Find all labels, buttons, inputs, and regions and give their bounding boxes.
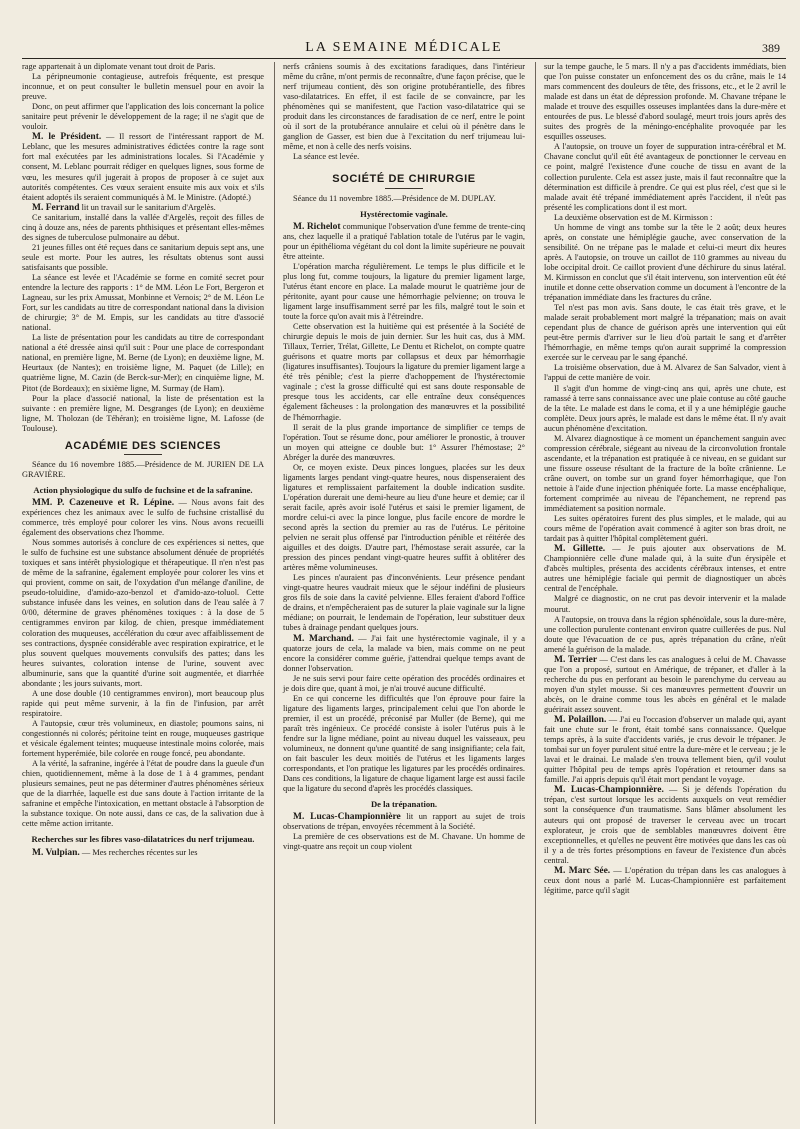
paragraph-text: — J'ai fait une hystérectomie vaginale, il y a quatorze jours de cela, la malade va bien, mais comme on ne peut encore la considérer comme guérie, j'attendrai quelque temps avant de donner l'observation. xyxy=(283,633,525,673)
paragraph: A l'autopsie, on trouva dans la région sphénoïdale, sous la dure-mère, une collection purulente contenant environ quatre cuillerées de pus. Nul doute que l'évacuation de ce pus, après trépanation du crâne, n'eût amené la guérison de la malade. xyxy=(544,614,786,654)
paragraph: La liste de présentation pour les candidats au titre de correspondant national a été dressée ainsi qu'il suit : Pour une place de correspondant national, en première ligne, M. Berne (de Lyon); en deuxième ligne, M. Heurtaux (de Nantes); en troisième ligne, M. Paquet (de Lille); en quatrième ligne, M. Cazin (de Berck-sur-Mer); en cinquième ligne, M. Pitot (de Bordeaux); en sixième ligne, M. Surmay (de Ham). xyxy=(22,333,264,393)
paragraph-text: — Mes recherches récentes sur les xyxy=(79,847,198,857)
paragraph xyxy=(544,544,786,594)
paragraph xyxy=(283,222,525,262)
session-line: Séance du 16 novembre 1885.—Présidence de M. JURIEN DE LA GRAVIÈRE. xyxy=(22,459,264,479)
paragraph: La péripneumonie contagieuse, autrefois fréquente, est presque inconnue, et on peut consulter le bulletin mensuel pour en avoir la preuve. xyxy=(22,72,264,102)
paragraph: A l'autopsie, cœur très volumineux, en diastole; poumons sains, ni congestionnés ni colorés; péritoine teint en rouge, muqueuses gastrique et vésicale également teintes; muqueuse intestinale moins colorée, mais fortement hyperémiée, bile colorée en rouge foncé, peu abondante. xyxy=(22,718,264,759)
paragraph xyxy=(22,203,264,213)
paragraph-text: — Nous avons fait des expériences chez les animaux avec le sulfo de fuchsine cristallisé du commerce, très employé pour colorer les vins. Nous avons recueilli également des observations chez l'homme. xyxy=(22,497,264,538)
paragraph xyxy=(22,848,264,858)
speaker-name: M. Marc Sée. xyxy=(554,865,611,876)
subsection-title: Hystérectomie vaginale. xyxy=(360,208,448,219)
paragraph: A la vérité, la safranine, ingérée à l'état de poudre dans la gueule d'un chien, quotidiennement, même à la dose de 1 à 4 grammes, pendant plusieurs semaines, peut ne pas déterminer d'autres phénomènes sérieux que de la diarrhée, laquelle est due sans doute à l'action irritante de la safranine et empêche l'intoxication, en mettant obstacle à l'absorption de la substance toxique. On note aussi, dans ce cas, de la salivation due à cette même action irritante. xyxy=(22,759,264,829)
speaker-name: M. le Président. xyxy=(32,132,102,143)
paragraph: Ce sanitarium, installé dans la vallée d'Argelès, reçoit des filles de cinq à douze ans, nées de parents phthisiques et présentant elles-mêmes des signes de tuberculose pulmonaire au début. xyxy=(22,212,264,242)
session-line: Séance du 11 novembre 1885.—Présidence de M. DUPLAY. xyxy=(293,193,496,203)
paragraph xyxy=(283,634,525,674)
paragraph xyxy=(22,498,264,538)
spacer xyxy=(283,162,525,167)
paragraph: La première de ces observations est de M. Chavane. Un homme de vingt-quatre ans reçoit un coup violent xyxy=(283,832,525,852)
paragraph xyxy=(22,132,264,202)
paragraph-text: — J'ai eu l'occasion d'observer un malade qui, ayant fait une chute sur le front, était tombé sans connaissance. Quelque temps après, à la suite d'accidents variés, je crus devoir le trépaner. Je tombai sur un foyer purulent situé entre la dure-mère et le cerveau ; je le lavai et le drainai. Le malade s'en trouva tellement bien, qu'il voulut quitter l'hôpital peu de temps après l'opération et retourner dans sa famille. J'ai appris depuis qu'il était mort pendant le voyage. xyxy=(544,715,786,785)
paragraph-text: — Je puis ajouter aux observations de M. Championnière celle d'une malade qui, à la suite d'un érysipèle et d'abcès multiples, présenta des accidents cérébraux intenses, et entre autres une hémiplégie faciale qui permit de diagnostiquer un abcès central de l'encéphale. xyxy=(544,544,786,594)
paragraph: M. Alvarez diagnostique à ce moment un épanchement sanguin avec compression cérébrale, siégeant au niveau de la circonvolution frontale ascendante, et la trépanation est pratiquée à ce niveau, en se guidant sur une fissure osseuse résultant de la fracture de la boîte crânienne. Le crâne ouvert, on tombe sur un grand foyer hémorrhagique, que l'on nettoie à l'aide d'une injection phéniquée forte. La masse encéphalique, fortement comprimée au niveau de l'épanchement, ne reprend pas immédiatement sa position normale. xyxy=(544,433,786,514)
paragraph: L'opération marcha régulièrement. Le temps le plus difficile et le plus long fut, comme toujours, la ligature du premier ligament large, l'utérus étant encore en place. La malade mourut le quatrième jour de péritonite, ayant pour cause une hémorrhagie pelvienne; on trouva le ligament large insuffisamment serré par les fils, malgré tout le soin et toute la force qu'on avait mis à l'étreindre. xyxy=(283,261,525,322)
paragraph-text: — Il ressort de l'intéressant rapport de M. Leblanc, que les mesures administratives édictées contre la rage sont fort mal exécutées par les administrations locales. Si l'Académie y consent, M. Leblanc pourrait rédiger en quelques lignes, sous forme de vœu, les mesures qu'il jugerait à propos de proposer à ce sujet aux autorités compétentes. Ces vœux seraient ensuite mis aux voix et s'ils étaient adoptés ils seraient communiqués à M. le Ministre. (Adopté.) xyxy=(22,132,264,202)
speaker-name: M. Ferrand xyxy=(32,202,80,213)
speaker-name: M. Vulpian. xyxy=(32,847,80,858)
page-header xyxy=(22,40,786,56)
subsection-title: Action physiologique du sulfo de fuchsine et de la safranine. xyxy=(33,484,253,495)
speaker-name: M. Marchand. xyxy=(293,633,354,644)
paragraph: Or, ce moyen existe. Deux pinces longues, placées sur les deux ligaments larges pendant vingt-quatre heures, nous dispenseraient des ligatures et remplissaient parfaitement la double indication susdite. L'opération durerait une demi-heure au lieu d'une heure et demie; car il serait facile, après avoir isolé l'utérus et saisi le premier ligament, de mordre celui-ci avec la pince longue, plus facile encore de mordre le second après la section du premier au ras de l'utérus. Le péritoine pelvien ne serait plus offensé par l'introduction pénible et réitérée des aiguilles et des doigts. D'autre part, l'hémostase serait assurée, car la pression des pinces pendant vingt-quatre heures suffit à oblitérer des artères même volumineuses. xyxy=(283,462,525,573)
paragraph: Pour la place d'associé national, la liste de présentation est la suivante : en première ligne, M. Desgranges (de Lyon); en deuxième ligne, M. Tholozan (de Téhéran); en troisième ligne, M. Lafosse (de Toulouse). xyxy=(22,393,264,433)
speaker-name: M. Richelot xyxy=(293,221,341,232)
paragraph: La séance est levée et l'Académie se forme en comité secret pour entendre la lecture des rapports : 1° de MM. Léon Le Fort, Bergeron et Lagneau, sur les prix Amussat, Monbinne et Vernois; 2° de M. Léon Le Fort, sur les candidats au titre de correspondant national dans la division de chirurgie; 3° de M. Empis, sur les candidats au titre d'associé national. xyxy=(22,272,264,333)
paragraph xyxy=(544,785,786,865)
paragraph: Les pinces n'auraient pas d'inconvénients. Leur présence pendant vingt-quatre heures vaudrait mieux que le séjour indéfini de plusieurs gros fils de soie dans la cavité pelvienne. Elles feraient d'abord l'office de drains, et n'empêcheraient pas de suturer la plaie vaginale sur la ligne médiane; on pourrait, le lendemain de l'opération, leur substituer deux tubes à drainage pendant quelques jours. xyxy=(283,573,525,633)
speaker-name: M. Polaillon. xyxy=(554,715,607,726)
paragraph xyxy=(544,866,786,896)
header-rule xyxy=(22,58,786,59)
paragraph: Il s'agit d'un homme de vingt-cinq ans qui, après une chute, est ramassé à terre sans connaissance avec une plaie contuse au côté gauche de la tête. Le malade est dans le coma, et il y a une hémiplégie gauche complète. Deux jours après, le malade est dans le même état. Il n'y avait aucun phénomène d'excitation. xyxy=(544,383,786,433)
paragraph: En ce qui concerne les difficultés que l'on éprouve pour faire la ligature des ligaments larges, principalement celui que l'on aborde le premier, il est un procédé, préconisé par Muller (de Berne), qui me paraît très ingénieux. Ce procédé consiste à isoler l'utérus puis à le fendre sur la ligne médiane, point au niveau duquel les vaisseaux, peu volumineux, ne donnent qu'une quantité de sang insignifiante; cela fait, on fait basculer les deux moitiés de l'utérus et les ligaments larges correspondants, et l'on pratique les ligatures par les procédés ordinaires. Dans ces conditions, la ligature de chaque ligament large est aussi facile que la ligature du second d'après les procédés classiques. xyxy=(283,693,525,794)
section-rule xyxy=(385,188,423,189)
speaker-name: M. Gillette. xyxy=(554,544,606,555)
speaker-name: M. Terrier xyxy=(554,654,598,665)
section-heading: ACADÉMIE DES SCIENCES xyxy=(64,439,222,452)
columns xyxy=(22,62,786,1124)
column-1 xyxy=(22,62,264,1124)
paragraph: A une dose double (10 centigrammes environ), mort beaucoup plus rapide qui peut même survenir, à la fin de l'infusion, par arrêt respiratoire. xyxy=(22,688,264,718)
paragraph-text: — L'opération du trépan dans les cas analogues à ceux dont nous a parlé M. Lucas-Championnière est parfaitement légitime, parce qu'il s'agit xyxy=(544,865,786,895)
paragraph-text: — C'est dans les cas analogues à celui de M. Chavasse que l'on a proposé, surtout en Amérique, de trépaner, et d'aller à la recherche du pus en perforant au besoin le parenchyme du cerveau au moyen d'un stylet mousse. Si ces manœuvres permettent d'ouvrir un abcès, on le draine comme tous les abcès en général et le malade guérirait assez souvent. xyxy=(544,654,786,714)
paragraph: 21 jeunes filles ont été reçues dans ce sanitarium depuis sept ans, une seule est morte. Pour les autres, les résultats obtenus sont aussi satisfaisants que possible. xyxy=(22,242,264,272)
speaker-name: MM. P. Cazeneuve et R. Lépine. xyxy=(32,497,175,508)
paragraph: sur la tempe gauche, le 5 mars. Il n'y a pas d'accidents immédiats, bien que l'on puisse constater un enfoncement des os du crâne, mais le 14 mars commencent des douleurs de tête, des frissons, etc., et le 2 avril le malade est dans un état de dépression profonde. M. Chavane trépane le malade et trouve des esquilles osseuses implantées dans la dure-mère et entourées de pus. Le blessé d'abord soulagé, meurt trois jours après des suites des progrès de la méningo-encéphalite provoquée par les esquilles osseuses. xyxy=(544,62,786,142)
paragraph xyxy=(544,715,786,785)
paragraph: La troisième observation, due à M. Alvarez de San Salvador, vient à l'appui de cette manière de voir. xyxy=(544,363,786,383)
paragraph: La deuxième observation est de M. Kirmisson : xyxy=(554,212,713,222)
paragraph: Il serait de la plus grande importance de simplifier ce temps de l'opération. Tout se résume donc, pour améliorer le pronostic, à trouver un moyen qui atteigne ce double but: 1° Assurer l'hémostase; 2° Abréger la durée des manœuvres. xyxy=(283,422,525,462)
journal-title: LA SEMAINE MÉDICALE xyxy=(305,40,503,55)
speaker-name: M. Lucas-Championnière xyxy=(293,812,401,823)
speaker-name: M. Lucas-Championnière. xyxy=(554,785,664,796)
paragraph: Je ne suis servi pour faire cette opération des procédés ordinaires et je dois dire que, quant à moi, je n'ai trouvé aucune difficulté. xyxy=(283,673,525,693)
paragraph: Tel n'est pas mon avis. Sans doute, le cas était très grave, et le malade serait probablement mort malgré la trépanation; mais on avait cependant plus de chance de guérison après une intervention qui eût peut-être permis d'arriver sur le lieu d'où partait le sang et d'arrêter l'hémorrhagie, en même temps qu'on aurait supprimé la compression exercée sur le cerveau par le sang épanché. xyxy=(544,303,786,363)
paragraph-text: communique l'observation d'une femme de trente-cinq ans, chez laquelle il a pratiqué l'ablation totale de l'utérus par le vagin, pour un épithélioma végétant du col dont la limite supérieure ne pouvait être atteinte. xyxy=(283,221,525,261)
section-heading: SOCIÉTÉ DE CHIRURGIE xyxy=(332,173,476,186)
column-3 xyxy=(535,62,786,1124)
paragraph: A l'autopsie, on trouve un foyer de suppuration intra-cérébral et M. Chavane conclut qu'il eût été avantageux de ponctionner le cerveau en ce point, malgré l'existence d'une couche de tissu en avant de la collection purulente. Cela est assez juste, mais il faut reconnaître que la détermination est difficile à prendre. Ce qui est plus réel, c'est que si le malade avait été trépané immédiatement après l'accident, il n'eût pas présenté les complications dont il est mort. xyxy=(544,142,786,212)
column-2 xyxy=(274,62,525,1124)
paragraph xyxy=(544,655,786,715)
paragraph: La séance est levée. xyxy=(293,152,360,162)
subsection-title: Recherches sur les fibres vaso-dilatatrices du nerf trijumeau. xyxy=(31,834,255,845)
paragraph: Malgré ce diagnostic, on ne crut pas devoir intervenir et la malade mourut. xyxy=(544,594,786,614)
paragraph: Nous sommes autorisés à conclure de ces expériences si nettes, que le sulfo de fuchsine est une substance absolument dénuée de propriétés toxiques et sans intérêt physiologique et thérapeutique. Il n'en n'est pas de même de la safranine, également employée pour colorer les vins et qui provient, comme on sait, de l'oxydation d'un mélange d'aniline, de pseudo-toluidine, d'amido-azo-benzol et d'amido-azo-toluol. Cette substance infusée dans les veines, en solution dans de l'eau salée à 7 0/00, détermine de graves phénomènes toxiques : à la dose de 5 centigrammes environ par kilog. de chien, presque immédiatement coloration des muqueuses, accélération du cœur avec affaiblissement de ses contractions, dyspnée considérable avec respiration expiratrice, et le plus souvent quelques mouvements convulsifs des pattes; dans les heures suivantes, coloration intense de l'urine, souvent avec albuminurie, sans que la quantité d'urine soit augmentée, et diarrhée abondante ; les jours suivants, mort. xyxy=(22,538,264,688)
paragraph-text: — Si je défends l'opération du trépan, c'est surtout lorsque les accidents auxquels on veut remédier sont la conséquence d'un traumatisme. Sans blâmer absolument les auteurs qui ont proposé de traverser le cerveau avec un trocart explorateur, je crois que de semblables manœuvres doivent être exceptionnelles, et qu'elles ne peuvent être motivées que dans les cas où il y a de très fortes présomptions en faveur de l'existence d'un abcès central. xyxy=(544,785,786,865)
paragraph: Un homme de vingt ans tombe sur la tête le 2 août; deux heures après, on constate une hémiplégie gauche, avec conservation de la sensibilité. On ne trépane pas le malade et celui-ci meurt dix heures après. A l'autopsie, on trouve un caillot de 110 grammes au niveau du lobe occipital droit. Ce caillot provient d'une déchirure du sinus latéral. M. Kirmisson en conclut que s'il était intervenu, son intervention eût été inutile et donne cette observation comme un document à l'encontre de la trépanation immédiate dans les fractures du crâne. xyxy=(544,222,786,303)
page-number: 389 xyxy=(762,41,780,55)
section-rule xyxy=(124,454,162,455)
paragraph: nerfs crâniens soumis à des excitations faradiques, dans l'intérieur même du crâne, m'ont permis de reconnaître, d'une façon précise, que le nerf trijumeau contient, dès son origine protubérantielle, des fibres vaso-dilatatrices. En effet, il est facile de se convaincre, par les phénomènes qui se manifestent, que l'action vaso-dilatatrice qui se produit dans les circonstances de faradisation de ce nerf, entre le point où il sort de la protubérance annulaire et celui où il pénètre dans le ganglion de Gasser, est bien due à l'excitation du nerf trijumeau lui-même, et non à celle des nerfs voisins. xyxy=(283,62,525,152)
subsection-title: De la trépanation. xyxy=(370,799,438,810)
paragraph-text: lit un rapport au sujet de trois observations de trépan, envoyées récemment à la Société. xyxy=(283,812,525,832)
paragraph: rage appartenait à un diplomate venant tout droit de Paris. xyxy=(22,62,216,71)
paragraph: Cette observation est la huitième qui est présentée à la Société de chirurgie depuis le mois de juin dernier. Sur les huit cas, dus à MM. Tillaux, Terrier, Trélat, Gillette, Le Dentu et Richelot, on compte quatre guérisons et quatre morts par collapsus et deux par hémorrhagie (ligatures insuffisantes). Toujours la ligature du premier ligament large a été très pénible; c'est la pierre d'achoppement de l'hystérectomie vaginale ; c'est la grosse difficulté qui est sans doute responsable de presque tous les accidents, car elle entraîne deux conséquences également fâcheuses : la prolongation des manœuvres et la possibilité de l'hémorrhagie. xyxy=(283,322,525,422)
paragraph xyxy=(283,812,525,832)
paragraph-text: lit un travail sur le sanitarium d'Argelès. xyxy=(79,202,216,212)
paragraph: Les suites opératoires furent des plus simples, et le malade, qui au cours même de l'opération avait commencé à agiter son bras droit, ne tardait pas à quitter l'hôpital complètement guéri. xyxy=(544,514,786,544)
paragraph: Donc, on peut affirmer que l'application des lois concernant la police sanitaire peut prévenir le développement de la rage; il ne s'agit que de vouloir. xyxy=(22,102,264,132)
